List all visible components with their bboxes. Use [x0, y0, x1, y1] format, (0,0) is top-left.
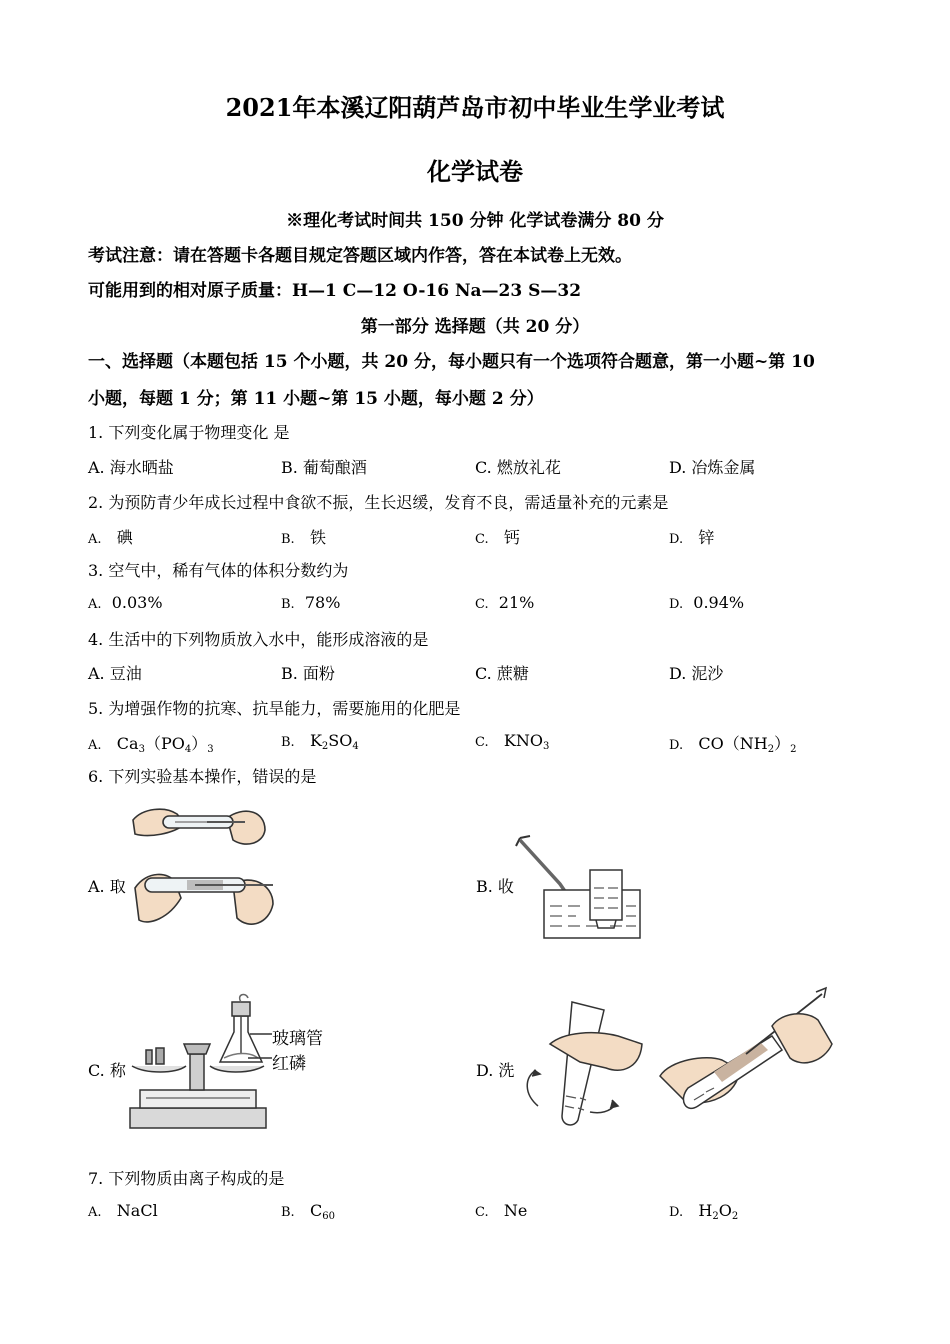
- atomic-mass-line: 可能用到的相对原子质量：H—1 C—12 O-16 Na—23 S—32: [88, 281, 582, 301]
- question-4-options: [88, 661, 868, 683]
- question-1-options: [88, 455, 868, 477]
- question-7-stem: 7. 下列物质由离子构成的是: [88, 1169, 285, 1188]
- question-3-options: [88, 593, 868, 615]
- q1-option-b: B. 葡萄酿酒: [281, 458, 367, 477]
- q4-option-b: B. 面粉: [281, 664, 335, 683]
- q2-option-c: C. 钙: [475, 528, 520, 547]
- q1-option-a: A. 海水晒盐: [88, 458, 174, 477]
- question-6-stem: 6. 下列实验基本操作，错误的是: [88, 767, 317, 786]
- question-5-options: [88, 731, 868, 753]
- q5-option-b: B. $K_2SO_4$: [281, 731, 359, 752]
- exam-subtitle: 化学试卷: [427, 157, 523, 186]
- q5-option-d: D. $CO(NH_2)_2$: [669, 734, 797, 755]
- q1-option-d: D. 冶炼金属: [669, 458, 756, 477]
- q6-option-a: A. 取: [88, 877, 126, 896]
- q2-option-d: D. 锌: [669, 528, 715, 547]
- q4-option-d: D. 泥沙: [669, 664, 724, 683]
- q3-option-b: B. 78%: [281, 593, 341, 612]
- exam-notice: 考试注意：请在答题卡各题目规定答题区域内作答，答在本试卷上无效。: [88, 246, 632, 266]
- q7-option-a: A. NaCl: [88, 1201, 158, 1220]
- question-4-stem: 4. 生活中的下列物质放入水中，能形成溶液的是: [88, 630, 429, 649]
- figure-a-take-reagent: [125, 800, 285, 940]
- question-1-stem: 1. 下列变化属于物理变化 是: [88, 423, 290, 442]
- question-7-options: [88, 1201, 868, 1223]
- question-5-stem: 5. 为增强作物的抗寒、抗旱能力，需要施用的化肥是: [88, 699, 461, 718]
- figure-d-wash-test-tube: [510, 988, 850, 1134]
- section-instruction-line1: 一、选择题（本题包括 15 个小题，共 20 分，每小题只有一个选项符合题意，第一小题~第 10: [88, 352, 815, 372]
- q3-option-a: A. 0.03%: [88, 593, 163, 612]
- part1-title: 第一部分 选择题（共 20 分）: [360, 317, 590, 337]
- q6-option-d: D. 洗: [476, 1061, 515, 1080]
- q6-option-b: B. 收: [476, 877, 514, 896]
- section-instruction-line2: 小题，每题 1 分；第 11 小题~第 15 小题，每小题 2 分）: [88, 389, 544, 409]
- label-glass-tube: 玻璃管: [272, 1029, 323, 1049]
- q6-option-c: C. 称: [88, 1061, 126, 1080]
- time-note: ※理化考试时间共 150 分钟 化学试卷满分 80 分: [286, 211, 664, 231]
- label-red-phosphorus: 红磷: [272, 1054, 306, 1074]
- exam-title: 2021年本溪辽阳葫芦岛市初中毕业生学业考试: [225, 93, 725, 122]
- q5-option-a: A. $Ca_3(PO_4)_3$: [88, 734, 214, 755]
- question-2-stem: 2. 为预防青少年成长过程中食欲不振，生长迟缓，发育不良，需适量补充的元素是: [88, 493, 669, 512]
- q5-option-c: C. $KNO_3$: [475, 731, 550, 752]
- question-3-stem: 3. 空气中，稀有气体的体积分数约为: [88, 561, 349, 580]
- question-2-options: [88, 525, 868, 547]
- q1-option-c: C. 燃放礼花: [475, 458, 561, 477]
- q7-option-d: D. $H_2O_2$: [669, 1201, 739, 1222]
- q4-option-c: C. 蔗糖: [475, 664, 529, 683]
- q4-option-a: A. 豆油: [88, 664, 142, 683]
- q3-option-d: D. 0.94%: [669, 593, 745, 612]
- figure-b-collect-gas: [510, 832, 650, 944]
- q2-option-b: B. 铁: [281, 528, 326, 547]
- q7-option-c: C. Ne: [475, 1201, 528, 1220]
- q2-option-a: A. 碘: [88, 528, 133, 547]
- q7-option-b: B. $C_{60}$: [281, 1201, 335, 1222]
- q3-option-c: C. 21%: [475, 593, 535, 612]
